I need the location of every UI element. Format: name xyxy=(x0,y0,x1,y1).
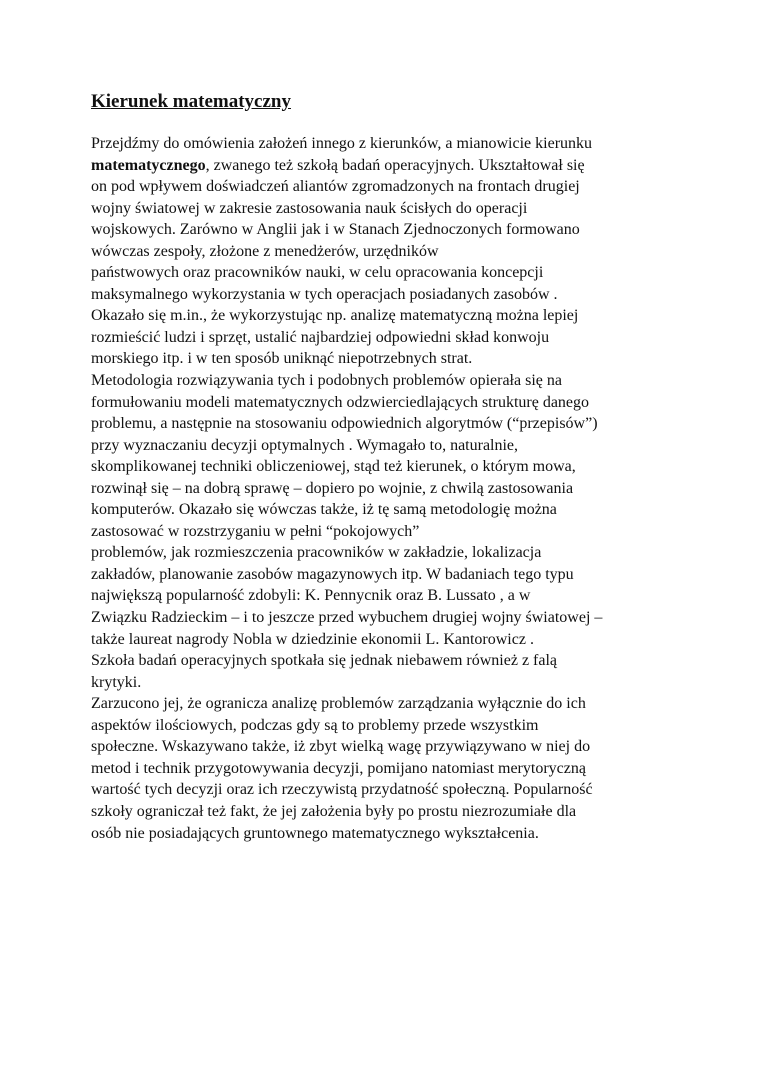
text-line xyxy=(91,262,691,284)
text-segment: wówczas zespoły, złożone z menedżerów, urzędników xyxy=(91,242,439,260)
text-line xyxy=(91,715,691,737)
text-line xyxy=(91,370,691,392)
text-line xyxy=(91,629,691,651)
text-line xyxy=(91,672,691,694)
text-line xyxy=(91,542,691,564)
text-line xyxy=(91,499,691,521)
text-segment: Zarzucono jej, że ogranicza analizę problemów zarządzania wyłącznie do ich xyxy=(91,695,586,713)
text-segment: społeczne. Wskazywano także, iż zbyt wielką wagę przywiązywano w niej do xyxy=(91,738,591,756)
text-segment: wojny światowej w zakresie zastosowania nauk ścisłych do operacji xyxy=(91,199,528,217)
text-line xyxy=(91,801,691,823)
text-segment: komputerów. Okazało się wówczas także, iż tę samą metodologię można xyxy=(91,501,557,519)
text-segment: szkoły ograniczał też fakt, że jej założenia były po prostu niezrozumiałe dla xyxy=(91,802,577,820)
text-line xyxy=(91,413,691,435)
text-segment: wojskowych. Zarówno w Anglii jak i w Stanach Zjednoczonych formowano xyxy=(91,221,580,239)
text-segment: Szkoła badań operacyjnych spotkała się jednak niebawem również z falą xyxy=(91,652,558,670)
text-segment: zakładów, planowanie zasobów magazynowych itp. W badaniach tego typu xyxy=(91,565,574,583)
text-line xyxy=(91,219,691,241)
text-segment: państwowych oraz pracowników nauki, w celu opracowania koncepcji xyxy=(91,264,544,282)
document-body xyxy=(91,133,691,844)
text-segment: osób nie posiadających gruntownego matematycznego wykształcenia. xyxy=(91,824,539,842)
text-segment: morskiego itp. i w ten sposób uniknąć niepotrzebnych strat. xyxy=(91,350,473,368)
bold-term: matematycznego xyxy=(91,156,206,174)
text-line xyxy=(91,758,691,780)
text-line xyxy=(91,693,691,715)
text-segment: rozmieścić ludzi i sprzęt, ustalić najbardziej odpowiedni skład konwoju xyxy=(91,328,550,346)
text-line xyxy=(91,133,691,155)
text-line xyxy=(91,478,691,500)
text-line xyxy=(91,348,691,370)
text-segment: formułowaniu modeli matematycznych odzwierciedlających strukturę danego xyxy=(91,393,590,411)
text-line xyxy=(91,305,691,327)
text-line xyxy=(91,327,691,349)
text-segment: największą popularność zdobyli: K. Pennycnik oraz B. Lussato , a w xyxy=(91,587,531,605)
text-segment: maksymalnego wykorzystania w tych operacjach posiadanych zasobów . xyxy=(91,285,558,303)
text-line xyxy=(91,736,691,758)
text-line xyxy=(91,284,691,306)
text-line xyxy=(91,241,691,263)
text-segment: aspektów ilościowych, podczas gdy są to problemy przede wszystkim xyxy=(91,716,539,734)
text-line xyxy=(91,585,691,607)
text-line xyxy=(91,155,691,177)
text-segment: problemu, a następnie na stosowaniu odpowiednich algorytmów (“przepisów”) xyxy=(91,415,598,433)
document-title: Kierunek matematyczny xyxy=(91,91,291,112)
text-line xyxy=(91,564,691,586)
text-segment: on pod wpływem doświadczeń aliantów zgromadzonych na frontach drugiej xyxy=(91,178,580,196)
text-segment: Okazało się m.in., że wykorzystując np. analizę matematyczną można lepiej xyxy=(91,307,579,325)
text-segment: problemów, jak rozmieszczenia pracowników w zakładzie, lokalizacja xyxy=(91,544,542,562)
text-segment: Metodologia rozwiązywania tych i podobnych problemów opierała się na xyxy=(91,372,562,390)
text-line xyxy=(91,176,691,198)
text-line xyxy=(91,456,691,478)
text-line xyxy=(91,392,691,414)
text-line xyxy=(91,435,691,457)
text-segment: zastosować w rozstrzyganiu w pełni “pokojowych” xyxy=(91,522,420,540)
text-line xyxy=(91,650,691,672)
text-line xyxy=(91,521,691,543)
text-segment: także laureat nagrody Nobla w dziedzinie ekonomii L. Kantorowicz . xyxy=(91,630,534,648)
text-line xyxy=(91,823,691,845)
text-segment: przy wyznaczaniu decyzji optymalnych . Wymagało to, naturalnie, xyxy=(91,436,519,454)
text-segment: krytyki. xyxy=(91,673,142,691)
text-segment: metod i technik przygotowywania decyzji, pomijano natomiast merytoryczną xyxy=(91,759,586,777)
text-segment: Przejdźmy do omówienia założeń innego z kierunków, a mianowicie kierunku xyxy=(91,135,593,152)
text-line xyxy=(91,779,691,801)
text-line xyxy=(91,198,691,220)
text-segment: Związku Radzieckim – i to jeszcze przed wybuchem drugiej wojny światowej – xyxy=(91,609,603,627)
text-line xyxy=(91,607,691,629)
text-segment: skomplikowanej techniki obliczeniowej, stąd też kierunek, o którym mowa, xyxy=(91,458,576,476)
text-segment: wartość tych decyzji oraz ich rzeczywistą przydatność społeczną. Popularność xyxy=(91,781,593,799)
text-segment: rozwinął się – na dobrą sprawę – dopiero po wojnie, z chwilą zastosowania xyxy=(91,479,574,497)
text-segment: , zwanego też szkołą badań operacyjnych. Ukształtował się xyxy=(205,156,585,174)
